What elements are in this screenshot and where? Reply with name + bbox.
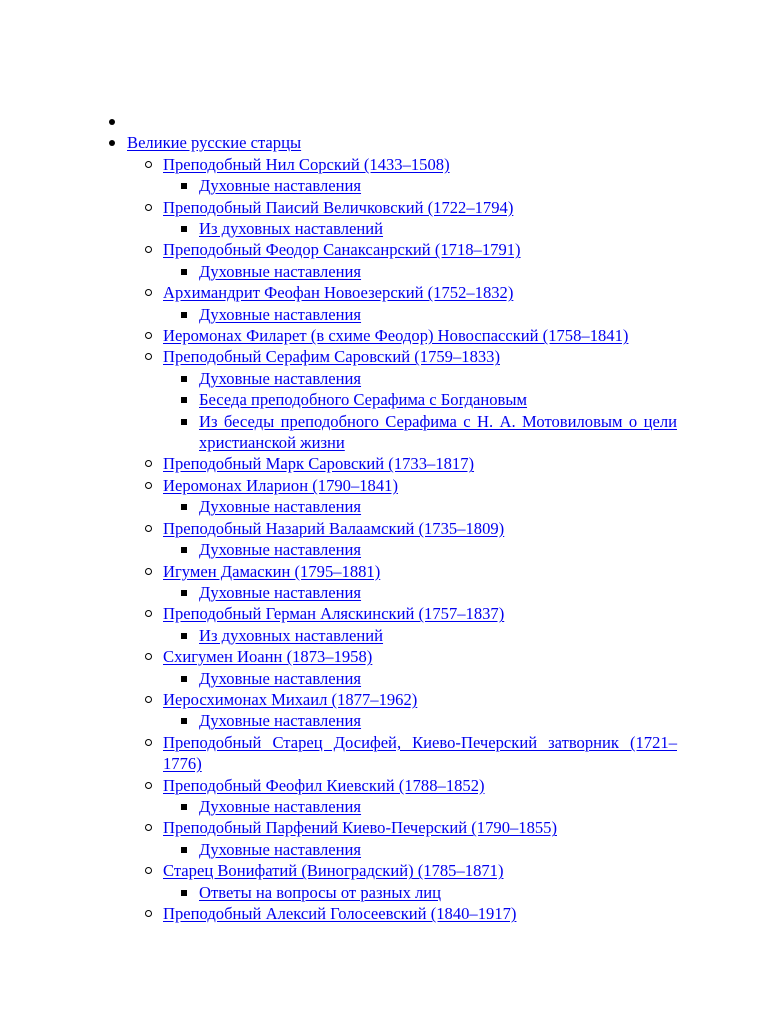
list-item-elder xyxy=(163,453,677,474)
sub-list xyxy=(199,839,677,860)
elder-link[interactable]: Игумен Дамаскин (1795–1881) xyxy=(163,561,381,581)
list-item-elder xyxy=(163,239,677,282)
elder-link[interactable]: Преподобный Алексий Голосеевский (1840–1917) xyxy=(163,904,517,924)
sub-link[interactable]: Духовные наставления xyxy=(199,711,362,731)
sub-link[interactable]: Ответы на вопросы от разных лиц xyxy=(199,882,442,902)
sub-link[interactable]: Из духовных наставлений xyxy=(199,219,384,239)
list-item-elder xyxy=(163,518,677,561)
list-item-elder xyxy=(163,817,677,860)
sub-list xyxy=(199,796,677,817)
list-item-sub xyxy=(199,796,677,817)
sub-list xyxy=(199,625,677,646)
elder-link[interactable]: Иеросхимонах Михаил (1877–1962) xyxy=(163,689,418,709)
sub-link[interactable]: Духовные наставления xyxy=(199,582,362,602)
list-item-sub xyxy=(199,304,677,325)
list-item-elder xyxy=(163,197,677,240)
elder-link[interactable]: Преподобный Паисий Величковский (1722–1794) xyxy=(163,197,514,217)
list-item-section xyxy=(127,132,677,924)
list-item-elder xyxy=(163,689,677,732)
sub-list xyxy=(199,668,677,689)
sub-link[interactable]: Духовные наставления xyxy=(199,839,362,859)
sub-link[interactable]: Духовные наставления xyxy=(199,796,362,816)
sub-link[interactable]: Духовные наставления xyxy=(199,176,362,196)
list-item-elder xyxy=(163,346,677,453)
list-item-elder xyxy=(163,561,677,604)
elder-link[interactable]: Преподобный Серафим Саровский (1759–1833) xyxy=(163,347,500,367)
sub-link[interactable]: Беседа преподобного Серафима с Богдановым xyxy=(199,390,528,410)
elder-link[interactable]: Старец Вонифатий (Виноградский) (1785–1871) xyxy=(163,861,504,881)
elder-link[interactable]: Схигумен Иоанн (1873–1958) xyxy=(163,647,373,667)
list-item-sub xyxy=(199,882,677,903)
list-item-sub xyxy=(199,668,677,689)
elder-link[interactable]: Иеромонах Иларион (1790–1841) xyxy=(163,475,398,495)
list-item-sub xyxy=(199,218,677,239)
list-item-sub xyxy=(199,261,677,282)
empty-list-item xyxy=(127,111,677,132)
sub-list xyxy=(199,539,677,560)
list-item-elder xyxy=(163,732,677,775)
sub-list xyxy=(199,304,677,325)
sub-link[interactable]: Из беседы преподобного Серафима с Н. А. Мотовиловым о цели христианской жизни xyxy=(199,411,677,453)
list-item-sub xyxy=(199,539,677,560)
table-of-contents xyxy=(127,111,677,924)
sub-list xyxy=(199,496,677,517)
list-item-sub xyxy=(199,625,677,646)
list-item-sub xyxy=(199,411,677,454)
list-item-elder xyxy=(163,325,677,346)
elder-link[interactable]: Архимандрит Феофан Новоезерский (1752–1832) xyxy=(163,283,514,303)
sub-list xyxy=(199,368,677,454)
sub-link[interactable]: Духовные наставления xyxy=(199,668,362,688)
elder-link[interactable]: Преподобный Старец Досифей, Киево-Печерский затворник (1721–1776) xyxy=(163,732,677,774)
sub-link[interactable]: Духовные наставления xyxy=(199,368,362,388)
list-item-sub xyxy=(199,368,677,389)
sub-link[interactable]: Духовные наставления xyxy=(199,497,362,517)
list-item-sub xyxy=(199,710,677,731)
list-item-elder xyxy=(163,860,677,903)
sub-link[interactable]: Из духовных наставлений xyxy=(199,625,384,645)
list-item-elder xyxy=(163,475,677,518)
list-item-elder xyxy=(163,646,677,689)
sub-link[interactable]: Духовные наставления xyxy=(199,261,362,281)
section-link[interactable]: Великие русские старцы xyxy=(127,133,302,153)
list-item-sub xyxy=(199,582,677,603)
sub-list xyxy=(199,582,677,603)
elder-link[interactable]: Преподобный Герман Аляскинский (1757–1837) xyxy=(163,604,505,624)
sub-link[interactable]: Духовные наставления xyxy=(199,304,362,324)
elders-list xyxy=(163,154,677,925)
sub-list xyxy=(199,882,677,903)
elder-link[interactable]: Преподобный Марк Саровский (1733–1817) xyxy=(163,454,475,474)
list-item-elder xyxy=(163,775,677,818)
elder-link[interactable]: Преподобный Феофил Киевский (1788–1852) xyxy=(163,775,485,795)
list-item-sub xyxy=(199,496,677,517)
sub-list xyxy=(199,710,677,731)
list-item-elder xyxy=(163,603,677,646)
elder-link[interactable]: Преподобный Назарий Валаамский (1735–1809) xyxy=(163,518,505,538)
sub-link[interactable]: Духовные наставления xyxy=(199,540,362,560)
elder-link[interactable]: Преподобный Феодор Санаксанрский (1718–1791) xyxy=(163,240,521,260)
list-item-sub xyxy=(199,839,677,860)
elder-link[interactable]: Иеромонах Филарет (в схиме Феодор) Новоспасский (1758–1841) xyxy=(163,326,629,346)
sub-list xyxy=(199,261,677,282)
sub-list xyxy=(199,175,677,196)
sub-list xyxy=(199,218,677,239)
list-item-sub xyxy=(199,389,677,410)
list-item-sub xyxy=(199,175,677,196)
list-item-elder xyxy=(163,154,677,197)
elder-link[interactable]: Преподобный Парфений Киево-Печерский (1790–1855) xyxy=(163,818,557,838)
list-item-elder xyxy=(163,903,677,924)
list-item-elder xyxy=(163,282,677,325)
elder-link[interactable]: Преподобный Нил Сорский (1433–1508) xyxy=(163,154,450,174)
